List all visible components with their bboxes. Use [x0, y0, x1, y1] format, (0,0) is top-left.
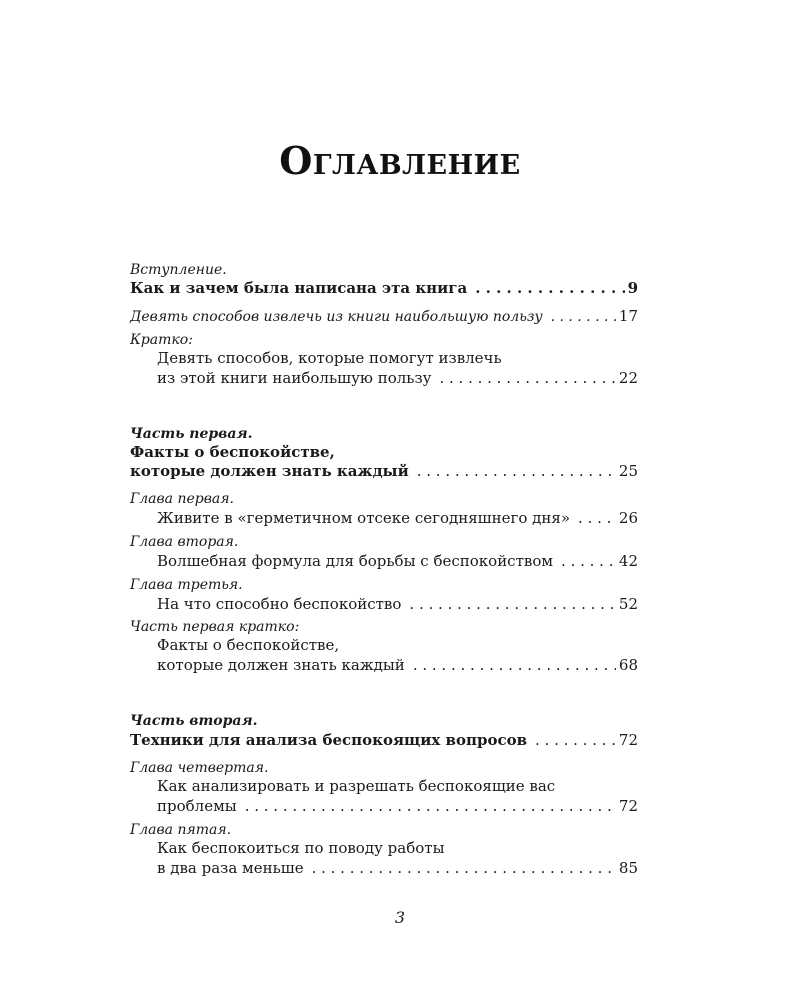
- entry-text: проблемы: [157, 797, 237, 815]
- entry-text: На что способно беспокойство: [157, 595, 402, 613]
- ch1-label: Глава первая.: [130, 491, 234, 507]
- entry-page: 72: [618, 797, 638, 815]
- entry-text: в два раза меньше: [157, 859, 304, 877]
- part1-summary-label: Часть первая кратко:: [130, 619, 300, 635]
- toc-entry-ch3[interactable]: [157, 594, 638, 614]
- toc-entry-part1[interactable]: [130, 461, 638, 481]
- entry-text: из этой книги наибольшую пользу: [157, 369, 432, 387]
- dot-leader: [409, 594, 615, 614]
- entry-text: Волшебная формула для борьбы с беспокойством: [157, 552, 554, 570]
- ch5-label: Глава пятая.: [130, 822, 232, 838]
- toc-entry-ch4[interactable]: [157, 796, 638, 816]
- dot-leader: [439, 368, 615, 388]
- entry-text: которые должен знать каждый: [157, 656, 405, 674]
- entry-text: Как и зачем была написана эта книга: [130, 279, 468, 297]
- entry-page: 26: [618, 509, 638, 527]
- entry-text: которые должен знать каждый: [130, 462, 409, 480]
- dot-leader: [413, 655, 616, 675]
- toc-entry-part1-summary[interactable]: [157, 655, 638, 675]
- entry-text: Девять способов извлечь из книги наибольшую пользу: [130, 309, 543, 325]
- entry-page: 25: [618, 462, 638, 480]
- toc-entry-intro-summary[interactable]: [157, 368, 638, 388]
- entry-page: 9: [627, 279, 638, 297]
- part1-label: Часть первая.: [130, 426, 253, 442]
- part2-label: Часть вторая.: [130, 713, 258, 729]
- entry-page: 85: [618, 859, 638, 877]
- entry-page: 68: [618, 656, 638, 674]
- entry-page: 72: [618, 731, 638, 749]
- entry-text: Техники для анализа беспокоящих вопросов: [130, 731, 528, 749]
- toc-entry-intro-2[interactable]: [130, 306, 638, 327]
- toc-entry-intro-1[interactable]: [130, 278, 638, 298]
- page-number: 3: [394, 908, 406, 927]
- toc-entry-ch1[interactable]: [157, 508, 638, 528]
- dot-leader: [312, 858, 616, 878]
- ch2-label: Глава вторая.: [130, 534, 239, 550]
- intro-label: Вступление.: [130, 262, 227, 278]
- dot-leader: [535, 730, 616, 750]
- entry-text: Живите в «герметичном отсеке сегодняшнего дня»: [157, 509, 571, 527]
- intro-summary-line1: Девять способов, которые помогут извлечь: [157, 349, 502, 367]
- dot-leader: [578, 508, 616, 528]
- part1-summary-line1: Факты о беспокойстве,: [157, 636, 340, 654]
- toc-entry-ch2[interactable]: [157, 551, 638, 571]
- intro-summary-label: Кратко:: [130, 332, 193, 348]
- dot-leader: [551, 307, 616, 327]
- toc-entry-ch5[interactable]: [157, 858, 638, 878]
- dot-leader: [245, 796, 616, 816]
- ch4-line1: Как анализировать и разрешать беспокоящие вас: [157, 777, 556, 795]
- toc-entry-part2[interactable]: [130, 730, 638, 750]
- ch5-line1: Как беспокоиться по поводу работы: [157, 839, 445, 857]
- part1-title-line1: Факты о беспокойстве,: [130, 443, 335, 461]
- ch4-label: Глава четвертая.: [130, 760, 269, 776]
- entry-page: 17: [618, 307, 638, 325]
- ch3-label: Глава третья.: [130, 577, 243, 593]
- entry-page: 42: [618, 552, 638, 570]
- dot-leader: [475, 278, 624, 298]
- entry-page: 22: [618, 369, 638, 387]
- entry-page: 52: [618, 595, 638, 613]
- dot-leader: [417, 461, 616, 481]
- page-title: Оглавление: [279, 138, 521, 183]
- dot-leader: [561, 551, 616, 571]
